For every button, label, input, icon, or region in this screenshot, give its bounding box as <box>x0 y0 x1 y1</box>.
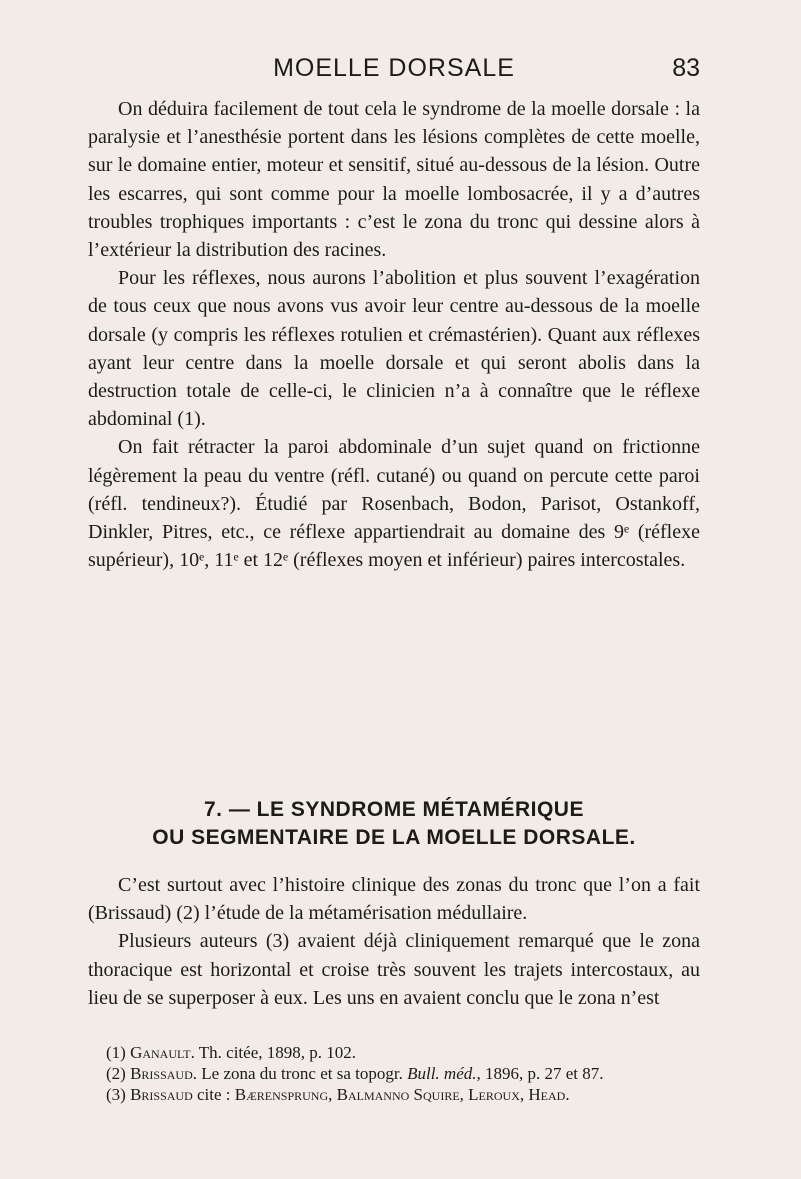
footnote-2-author: Brissaud <box>130 1064 193 1083</box>
footnote-2-tail: , 1896, p. 27 et 87. <box>476 1064 604 1083</box>
footnote-2-journal: Bull. méd. <box>407 1064 477 1083</box>
paragraph-abdominal-reflex: On fait rétracter la paroi abdominale d’un sujet quand on frictionne légèrement la peau du ventre (réfl. cutané) ou quand on percute cette paroi (réfl. tendineux?). Étudié par Rosenbach, Bodon, Parisot, Ostankoff, Dinkler, Pitres, etc., ce réflexe appartiendrait au domaine des 9ᵉ (réflexe supérieur), 10ᵉ, 11ᵉ et 12ᵉ (réflexes moyen et inférieur) paires intercostales. <box>88 436 700 572</box>
footnotes <box>88 1042 700 1105</box>
footnote-2-text: . Le zona du tronc et sa topogr. <box>192 1064 403 1083</box>
footnote-3-text: cite : <box>192 1085 235 1104</box>
section-text <box>88 871 700 1012</box>
footnote-1-number: (1) <box>106 1043 126 1062</box>
paragraph-authors: Plusieurs auteurs (3) avaient déjà cliniquement remarqué que le zona thoracique est horizontal et croise très souvent les trajets intercostaux, au lieu de se superposer à eux. Les uns en avaient conclu que le zona n’est <box>88 930 700 1009</box>
footnote-3-author: Brissaud <box>130 1085 193 1104</box>
section-heading-line-1: 7. — LE SYNDROME MÉTAMÉRIQUE <box>204 798 584 821</box>
running-title: MOELLE DORSALE <box>273 54 515 82</box>
paragraph-syndrome: On déduira facilement de tout cela le syndrome de la moelle dorsale : la paralysie et l’anesthésie portent dans les lésions complètes de cette moelle, sur le domaine entier, moteur et sensitif, situé au-dessous de la lésion. Outre les escarres, qui sont comme pour la moelle lombosacrée, il y a d’autres troubles trophiques importants : c’est le zona du tronc qui dessine alors à l’extérieur la distribution des racines. <box>88 98 700 262</box>
footnote-3 <box>88 1084 700 1105</box>
body-text <box>88 95 700 574</box>
page-number: 83 <box>672 54 700 82</box>
footnote-3-names: Bærensprung, Balmanno Squire, Leroux, Head. <box>234 1085 570 1104</box>
footnote-3-number: (3) <box>106 1085 126 1104</box>
running-head <box>88 52 700 86</box>
paragraph-zona-history: C’est surtout avec l’histoire clinique des zonas du tronc que l’on a fait (Brissaud) (2) l’étude de la métamérisation médullaire. <box>88 874 700 925</box>
paragraph-reflexes: Pour les réflexes, nous aurons l’abolition et plus souvent l’exagération de tous ceux que nous avons vus avoir leur centre au-dessous de la moelle dorsale (y compris les réflexes rotulien et crémastérien). Quant aux réflexes ayant leur centre dans la moelle dorsale et qui seront abolis dans la destruction totale de celle-ci, le clinicien n’a à connaître que le réflexe abdominal (1). <box>88 267 700 431</box>
footnote-2-number: (2) <box>106 1064 126 1083</box>
footnote-2 <box>88 1063 700 1084</box>
section-heading-line-2: OU SEGMENTAIRE DE LA MOELLE DORSALE. <box>152 826 636 849</box>
footnote-1 <box>88 1042 700 1063</box>
footnote-1-text: . Th. citée, 1898, p. 102. <box>190 1043 356 1062</box>
section-heading <box>88 796 700 852</box>
footnote-1-author: Ganault <box>130 1043 191 1062</box>
